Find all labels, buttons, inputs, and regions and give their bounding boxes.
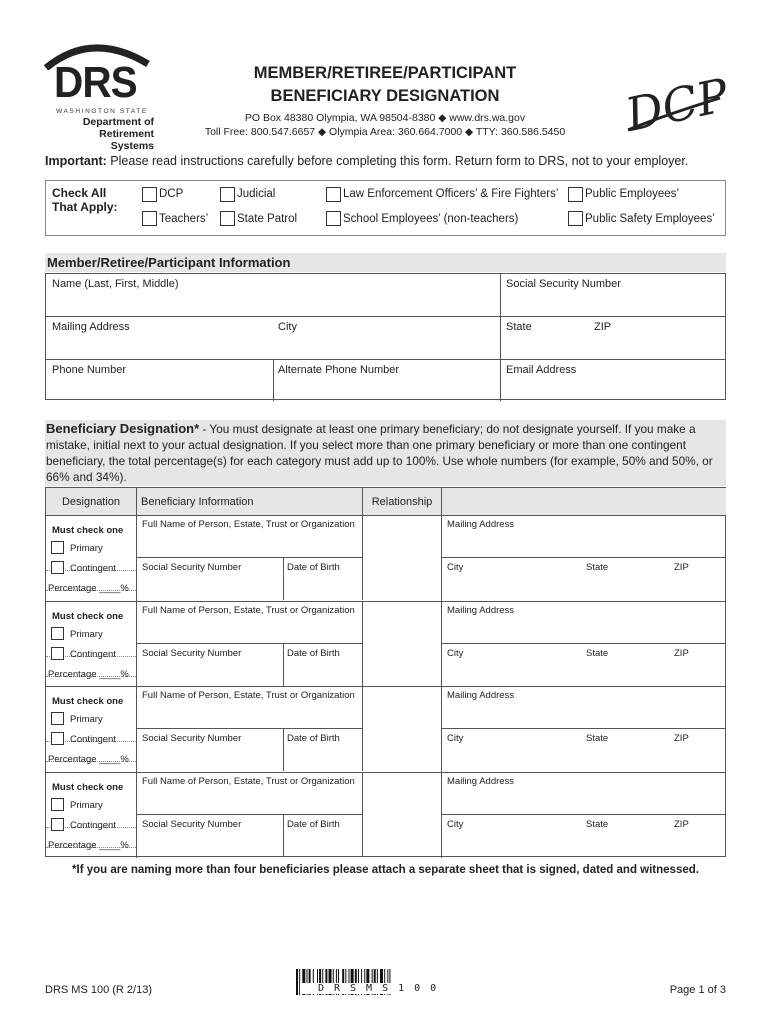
beneficiary-zip-field-2[interactable]: ZIP (674, 647, 689, 659)
barcode-text: DRSMS100 (300, 983, 470, 994)
logo-dept-line1: Department of (82, 116, 154, 128)
col-address (442, 488, 726, 515)
percentage-field-1[interactable]: Percentage ____% (48, 583, 129, 594)
label-contingent-3: Contingent (70, 734, 116, 745)
label-contingent-2: Contingent (70, 648, 116, 660)
member-ssn-field[interactable]: Social Security Number (506, 278, 621, 290)
beneficiary-state-field-2[interactable]: State (586, 647, 609, 659)
must-check-one-2: Must check one (52, 610, 124, 622)
beneficiary-mailing-field-4[interactable]: Mailing Address (447, 775, 515, 787)
beneficiary-ssn-field-3[interactable]: Social Security Number (142, 733, 242, 744)
logo-text: DRS (54, 58, 137, 107)
beneficiary-state-field-4[interactable]: State (586, 818, 609, 830)
label-judicial: Judicial (237, 188, 276, 200)
label-pers: Public Employees’ (585, 188, 679, 200)
label-public-safety: Public Safety Employees’ (585, 213, 715, 225)
logo-state: WASHINGTON STATE (56, 108, 148, 115)
member-section-title: Member/Retiree/Participant Information (45, 253, 726, 272)
important-label: Important: (45, 154, 107, 168)
beneficiary-instructions-text: - You must designate at least one primary beneficiary; do not designate yourself. If you make a mistake, initial next to your actual designation. If you select more than one primary beneficiary or more than one contingent beneficiary, the total percentage(s) for each category must add up to 100%. Use whole numbers (for example, 50% and 50%, or 66% and 34%). (46, 422, 713, 484)
beneficiary-relationship-field-2[interactable] (366, 605, 438, 685)
check-all-label-line1: Check All (52, 186, 107, 200)
beneficiary-name-field-1[interactable]: Full Name of Person, Estate, Trust or Organization (142, 519, 355, 530)
beneficiary-city-field-1[interactable]: City (447, 562, 464, 573)
page-number: Page 1 of 3 (669, 984, 726, 996)
check-all-label-line2: That Apply: (52, 200, 118, 214)
member-name-field[interactable]: Name (Last, First, Middle) (52, 278, 179, 290)
beneficiary-table (45, 487, 726, 857)
address-line1: PO Box 48380 Olympia, WA 98504-8380 ◆ www.drs.wa.gov (244, 112, 526, 124)
beneficiary-zip-field-1[interactable]: ZIP (674, 562, 689, 573)
checkbox-state-patrol[interactable] (220, 211, 235, 226)
percentage-field-3[interactable]: Percentage ____% (48, 754, 129, 765)
important-notice (45, 154, 688, 168)
checkbox-contingent-2[interactable] (51, 647, 64, 660)
beneficiary-city-field-4[interactable]: City (447, 818, 464, 830)
beneficiary-relationship-field-1[interactable] (366, 519, 438, 599)
col-relationship: Relationship (363, 488, 441, 515)
logo-dept-line2: Retirement Systems (99, 128, 154, 152)
address-line2: Toll Free: 800.547.6657 ◆ Olympia Area: 360.664.7000 ◆ TTY: 360.586.5450 (204, 126, 566, 138)
beneficiary-zip-field-3[interactable]: ZIP (674, 733, 689, 744)
checkbox-leoff[interactable] (326, 187, 341, 202)
label-teachers: Teachers’ (159, 213, 209, 225)
label-contingent-4: Contingent (70, 819, 116, 831)
member-email-field[interactable]: Email Address (506, 364, 577, 376)
member-city-field[interactable]: City (278, 321, 297, 333)
beneficiary-dob-field-4[interactable]: Date of Birth (287, 818, 340, 830)
beneficiary-mailing-field-1[interactable]: Mailing Address (447, 519, 515, 530)
beneficiary-dob-field-3[interactable]: Date of Birth (287, 733, 340, 744)
beneficiary-section-title: Beneficiary Designation* (46, 421, 200, 436)
label-primary-4: Primary (70, 799, 103, 811)
percentage-field-2[interactable]: Percentage ____% (48, 668, 129, 680)
label-primary-1: Primary (70, 543, 103, 554)
checkbox-public-safety[interactable] (568, 211, 583, 226)
member-mailing-field[interactable]: Mailing Address (52, 321, 130, 333)
member-zip-field[interactable]: ZIP (594, 321, 612, 333)
percentage-field-4[interactable]: Percentage ____% (48, 839, 129, 851)
checkbox-primary-1[interactable] (51, 541, 64, 554)
dcp-mark-text: DCP (622, 67, 732, 138)
member-alt-phone-field[interactable]: Alternate Phone Number (278, 364, 400, 376)
beneficiary-mailing-field-3[interactable]: Mailing Address (447, 690, 515, 701)
label-school-employees: School Employees’ (non-teachers) (343, 213, 519, 225)
beneficiary-state-field-3[interactable]: State (586, 733, 609, 744)
beneficiary-ssn-field-2[interactable]: Social Security Number (142, 647, 242, 659)
checkbox-contingent-3[interactable] (51, 732, 64, 745)
form-title-line2: BENEFICIARY DESIGNATION (270, 87, 500, 105)
form-title-line1: MEMBER/RETIREE/PARTICIPANT (253, 64, 517, 82)
checkbox-dcp[interactable] (142, 187, 157, 202)
must-check-one-1: Must check one (52, 525, 124, 536)
must-check-one-4: Must check one (52, 781, 124, 793)
check-all-box (45, 180, 726, 236)
label-contingent-1: Contingent (70, 563, 116, 574)
check-all-label (52, 186, 118, 214)
beneficiary-instructions (45, 420, 726, 486)
col-beneficiary-info: Beneficiary Information (137, 488, 362, 515)
logo-department (54, 116, 154, 152)
must-check-one-3: Must check one (52, 696, 124, 707)
beneficiary-city-field-2[interactable]: City (447, 647, 464, 659)
label-primary-2: Primary (70, 628, 103, 640)
footnote: *If you are naming more than four beneficiaries please attach a separate sheet that is signed, dated and witnessed. (72, 864, 699, 876)
beneficiary-relationship-field-4[interactable] (366, 776, 438, 856)
beneficiary-zip-field-4[interactable]: ZIP (674, 818, 689, 830)
checkbox-contingent-4[interactable] (51, 818, 64, 831)
dcp-program-mark (622, 58, 732, 138)
checkbox-contingent-1[interactable] (51, 561, 64, 574)
beneficiary-name-field-3[interactable]: Full Name of Person, Estate, Trust or Organization (142, 690, 355, 701)
beneficiary-ssn-field-1[interactable]: Social Security Number (142, 562, 242, 573)
checkbox-primary-3[interactable] (51, 712, 64, 725)
form-id: DRS MS 100 (R 2/13) (45, 984, 152, 996)
checkbox-school-employees[interactable] (326, 211, 341, 226)
checkbox-judicial[interactable] (220, 187, 235, 202)
important-text: Please read instructions carefully before completing this form. Return form to DRS, not to your employer. (110, 154, 689, 168)
col-designation: Designation (46, 488, 136, 515)
label-state-patrol: State Patrol (237, 213, 298, 225)
checkbox-primary-4[interactable] (51, 798, 64, 811)
beneficiary-dob-field-1[interactable]: Date of Birth (287, 562, 340, 573)
beneficiary-state-field-1[interactable]: State (586, 562, 609, 573)
beneficiary-dob-field-2[interactable]: Date of Birth (287, 647, 340, 659)
checkbox-primary-2[interactable] (51, 627, 64, 640)
drs-logo (36, 40, 156, 152)
beneficiary-mailing-field-2[interactable]: Mailing Address (447, 604, 515, 616)
beneficiary-name-field-2[interactable]: Full Name of Person, Estate, Trust or Organization (142, 604, 355, 616)
beneficiary-name-field-4[interactable]: Full Name of Person, Estate, Trust or Organization (142, 775, 355, 787)
member-phone-field[interactable]: Phone Number (52, 364, 126, 376)
member-info-table (45, 273, 726, 400)
label-primary-3: Primary (70, 714, 103, 725)
beneficiary-city-field-3[interactable]: City (447, 733, 464, 744)
label-dcp: DCP (159, 188, 184, 200)
label-leoff: Law Enforcement Officers’ & Fire Fighters’ (343, 188, 559, 200)
checkbox-pers[interactable] (568, 187, 583, 202)
beneficiary-ssn-field-4[interactable]: Social Security Number (142, 818, 242, 830)
beneficiary-relationship-field-3[interactable] (366, 690, 438, 770)
member-state-field[interactable]: State (506, 321, 532, 333)
checkbox-teachers[interactable] (142, 211, 157, 226)
